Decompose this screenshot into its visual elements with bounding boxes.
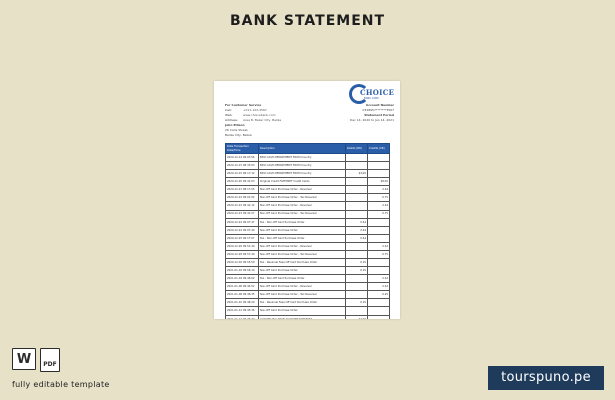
cell-date: 2021-01-02 09:56:10 [226, 267, 259, 275]
column-header-description: Description [259, 144, 346, 154]
cell-date: 2021-01-08 09:46:35 [226, 291, 259, 299]
format-badges [12, 348, 60, 372]
cell-debit: 0.25 [346, 299, 368, 307]
customer-service-block [225, 103, 315, 138]
cell-credit: 2.44 [368, 275, 390, 283]
cell-credit [368, 170, 390, 178]
cell-date: 2020-12-15 09:17:12 [226, 170, 259, 178]
logo-tagline: BANK CORP [364, 97, 379, 100]
table-row [226, 226, 390, 234]
service-value: +011-123-4567 [243, 108, 267, 112]
cell-date: 2020-12-22 09:41:12 [226, 202, 259, 210]
cell-description: BDO CASH DEPARTMENT FROM Country [259, 154, 346, 162]
cell-debit: 0.25 [346, 259, 368, 267]
account-number-value: 0328957*******3567 [362, 108, 394, 112]
cell-description: Original Credit FLEETNET Credit Cards [259, 178, 346, 186]
cell-description: BDO CASH DEPARTMENT FROM Country [259, 162, 346, 170]
table-row [226, 267, 390, 275]
statement-document [214, 81, 400, 319]
cell-date: 2020-12-26 09:51:40 [226, 242, 259, 250]
cell-credit: 0.25 [368, 291, 390, 299]
cell-date: 2021-01-12 09:45:36 [226, 307, 259, 315]
cell-description: Tax - Non-Off Card Purchase Order [259, 234, 346, 242]
cell-debit: $3.00 [346, 170, 368, 178]
account-block [326, 103, 394, 123]
cell-credit: 2.44 [368, 242, 390, 250]
column-header-credits: Credits (CR) [368, 144, 390, 154]
cell-credit [368, 218, 390, 226]
service-value: www.choicebank.com [243, 113, 276, 117]
cell-debit: 0.44 [346, 218, 368, 226]
cell-credit [368, 299, 390, 307]
cell-debit: 0.25 [346, 267, 368, 275]
service-label: Web: [225, 113, 233, 117]
cell-description: Tax - Non-Off Card Purchase Order [259, 275, 346, 283]
column-header-debits: Debits (DR) [346, 144, 368, 154]
cell-date: 2020-12-14 09:03:56 [226, 154, 259, 162]
table-row [226, 210, 390, 218]
cell-credit [368, 259, 390, 267]
cell-date: 2020-12-15 08:33:03 [226, 162, 259, 170]
cell-date: 2021-01-10 09:46:29 [226, 299, 259, 307]
cell-date: 2021-01-04 09:46:02 [226, 275, 259, 283]
table-row [226, 275, 390, 283]
table-row [226, 315, 390, 319]
cell-debit [346, 154, 368, 162]
cell-description: BDO CASH DEPARTMENT FROM Country [259, 170, 346, 178]
cell-debit [346, 250, 368, 258]
cell-debit [346, 178, 368, 186]
table-row [226, 178, 390, 186]
cell-credit: 0.75 [368, 210, 390, 218]
logo-name: CHOICE [360, 88, 395, 97]
cell-debit [346, 210, 368, 218]
cell-description: Non-Off Card Purchase Order - Tax Reversal [259, 210, 346, 218]
cell-description: Non-Off Card Purchase Order - Tax Reversal [259, 250, 346, 258]
service-label: Call: [225, 108, 232, 112]
cell-date: 2020-12-22 09:01:02 [226, 194, 259, 202]
cell-description: Tax - Reversal Fees Off Card Purchase Order [259, 299, 346, 307]
table-row [226, 162, 390, 170]
cell-date: 2020-12-25 09:17:07 [226, 234, 259, 242]
cell-debit [346, 202, 368, 210]
cell-description: Non-Off Card Purchase Order [259, 307, 346, 315]
table-row [226, 218, 390, 226]
cell-date: 2021-01-06 09:44:52 [226, 283, 259, 291]
pdf-file-icon: PDF [40, 348, 60, 372]
cell-debit [346, 186, 368, 194]
table-row [226, 250, 390, 258]
cell-debit: 2.44 [346, 226, 368, 234]
cell-date: 2021-01-14 09:45:30 [226, 315, 259, 319]
table-row [226, 194, 390, 202]
cell-credit: $8.00 [368, 178, 390, 186]
customer-address-line1: 26 Carls Street, [225, 128, 249, 132]
page-title: BANK STATEMENT [229, 13, 386, 29]
table-row [226, 299, 390, 307]
cell-date: 2020-12-24 09:07:40 [226, 226, 259, 234]
cell-description: Non-Off Card Purchase Order - Reversal [259, 202, 346, 210]
cell-date: 2020-12-21 08:17:05 [226, 186, 259, 194]
table-row [226, 307, 390, 315]
transactions-body [226, 154, 390, 320]
editable-caption: fully editable template [12, 380, 110, 389]
table-row [226, 154, 390, 162]
cell-credit [368, 307, 390, 315]
cell-credit [368, 315, 390, 319]
cell-description: Tax - Non-Off Card Purchase Order [259, 218, 346, 226]
cell-description: Tax - Reversal Fees Off Card Purchase Order [259, 259, 346, 267]
statement-period-value: Dec 14, 2020 to Jan 14, 2021 [350, 118, 394, 122]
transactions-table [225, 143, 390, 319]
cell-debit [346, 283, 368, 291]
cell-description: Non-Off Card Purchase Order [259, 226, 346, 234]
cell-description: Non-Off Card Purchase Order - Reversal [259, 283, 346, 291]
cell-debit [346, 291, 368, 299]
cell-credit [368, 234, 390, 242]
cell-date: 2020-12-28 09:57:40 [226, 250, 259, 258]
cell-credit [368, 162, 390, 170]
column-header-date: Date Transaction Date/Time [226, 144, 259, 154]
cell-credit [368, 154, 390, 162]
cell-date: 2020-12-24 09:07:47 [226, 218, 259, 226]
service-value: Area B, Baker City, Belize [243, 118, 282, 122]
cell-credit [368, 226, 390, 234]
cell-description: Non-Off Card Purchase Order - Reversal [259, 242, 346, 250]
service-label: Address: [225, 118, 238, 122]
cell-description: Non-Off Card Purchase Order - Reversal [259, 186, 346, 194]
brand-badge[interactable]: tourspuno.pe [488, 366, 604, 390]
cell-debit [346, 275, 368, 283]
word-file-icon: W [12, 348, 36, 370]
cell-date: 2020-12-20 09:41:03 [226, 178, 259, 186]
account-number-label: Account Number [365, 103, 394, 107]
table-row [226, 259, 390, 267]
table-row [226, 186, 390, 194]
cell-credit: 0.75 [368, 194, 390, 202]
customer-service-title: For Customer Service [225, 103, 262, 107]
cell-debit: 0.44 [346, 234, 368, 242]
cell-date: 2020-12-23 09:41:27 [226, 210, 259, 218]
table-row [226, 170, 390, 178]
cell-debit [346, 242, 368, 250]
cell-debit [346, 194, 368, 202]
cell-description: CLOSING BALANCE ACCOUNT *****3567 [259, 315, 346, 319]
table-row [226, 291, 390, 299]
cell-description: Non-Off Card Purchase Order - Tax Reversal [259, 194, 346, 202]
table-row [226, 234, 390, 242]
cell-credit: 2.44 [368, 202, 390, 210]
cell-debit [346, 162, 368, 170]
statement-period-label: Statement Period [364, 113, 394, 117]
cell-description: Non-Off Card Purchase Order - Tax Reversal [259, 291, 346, 299]
cell-date: 2020-12-30 09:55:50 [226, 259, 259, 267]
cell-description: Non-Off Card Purchase Order [259, 267, 346, 275]
cell-credit: 2.44 [368, 283, 390, 291]
cell-credit: 2.44 [368, 186, 390, 194]
customer-name: John Ellison [225, 123, 245, 127]
cell-credit: 0.75 [368, 250, 390, 258]
cell-debit: 47.00 [346, 315, 368, 319]
cell-debit [346, 307, 368, 315]
table-row [226, 242, 390, 250]
table-row [226, 202, 390, 210]
customer-address-line2: Belize City, Belize [225, 133, 252, 137]
cell-credit [368, 267, 390, 275]
table-header-row [226, 144, 390, 154]
table-row [226, 283, 390, 291]
